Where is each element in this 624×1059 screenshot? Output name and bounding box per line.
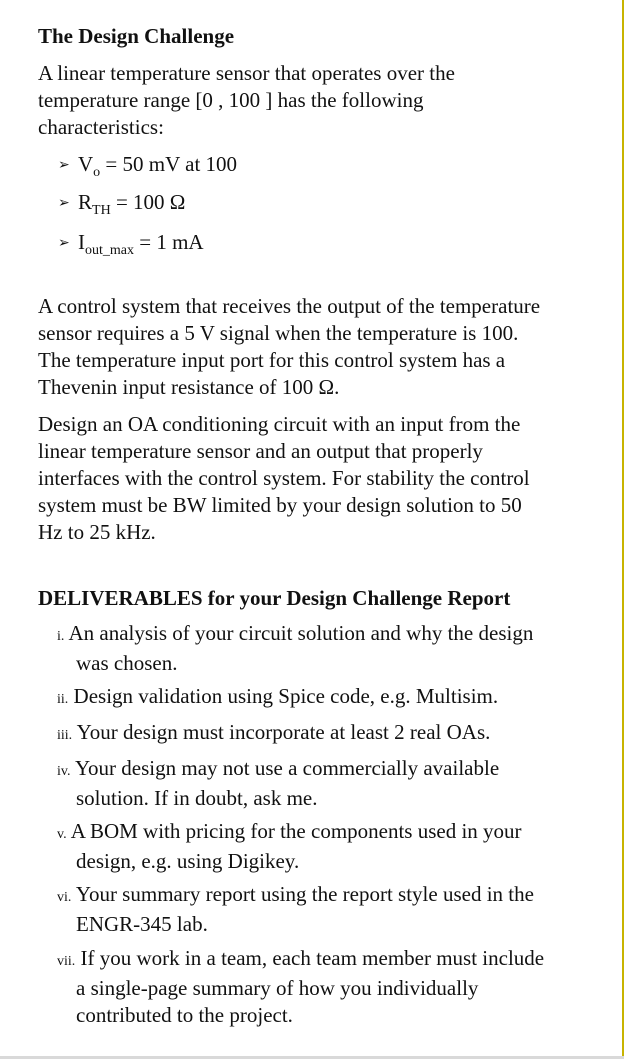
paragraph-line: linear temperature sensor and an output that properly: [38, 439, 483, 463]
characteristic-rth: [58, 188, 185, 217]
deliverable-item: [57, 881, 534, 938]
deliverable-item: [57, 719, 490, 749]
intro-line: temperature range [0 , 100 ] has the following: [38, 88, 424, 112]
arrowhead-bullet-icon: ➢: [58, 157, 70, 173]
deliverable-item: [57, 620, 533, 677]
item-number: vi.: [57, 890, 72, 905]
intro-line: A linear temperature sensor that operates over the: [38, 61, 455, 85]
deliverable-item: [57, 945, 544, 1029]
deliverables-heading: DELIVERABLES for your Design Challenge Report: [38, 586, 511, 610]
item-number: i.: [57, 629, 65, 644]
item-text: An analysis of your circuit solution and why the design: [68, 621, 534, 645]
item-text: A BOM with pricing for the components used in your: [70, 819, 522, 843]
characteristic-symbol: V: [78, 152, 94, 176]
characteristic-symbol: R: [78, 190, 93, 214]
paragraph-line: Design an OA conditioning circuit with an input from the: [38, 412, 521, 436]
characteristic-subscript: out_max: [85, 243, 134, 258]
item-number: iv.: [57, 764, 71, 779]
deliverable-item: [57, 755, 499, 812]
item-text: solution. If in doubt, ask me.: [76, 786, 318, 810]
characteristic-value: = 1 mA: [139, 230, 204, 254]
characteristic-iout: [58, 228, 204, 257]
item-text: Your design must incorporate at least 2 real OAs.: [76, 720, 491, 744]
document-title: The Design Challenge: [38, 24, 235, 48]
item-number: iii.: [57, 728, 73, 743]
characteristic-value: = 50 mV at 100: [105, 152, 238, 176]
item-number: vii.: [57, 954, 76, 969]
characteristic-value: = 100 Ω: [115, 190, 186, 214]
intro-paragraph: [38, 60, 618, 141]
paragraph-line: sensor requires a 5 V signal when the temperature is 100.: [38, 321, 519, 345]
item-text: was chosen.: [76, 651, 178, 675]
control-system-paragraph: [38, 293, 618, 401]
intro-line: characteristics:: [38, 115, 164, 139]
arrowhead-bullet-icon: ➢: [58, 195, 70, 211]
item-text: If you work in a team, each team member must include: [80, 946, 545, 970]
item-text: Your design may not use a commercially available: [74, 756, 500, 780]
item-number: ii.: [57, 692, 69, 707]
paragraph-line: Hz to 25 kHz.: [38, 520, 156, 544]
paragraph-line: interfaces with the control system. For stability the control: [38, 466, 530, 490]
paragraph-line: system must be BW limited by your design solution to 50: [38, 493, 522, 517]
item-number: v.: [57, 827, 67, 842]
paragraph-line: A control system that receives the output of the temperature: [38, 294, 541, 318]
design-paragraph: [38, 411, 618, 546]
arrowhead-bullet-icon: ➢: [58, 235, 70, 251]
characteristic-vo: [58, 150, 237, 179]
item-text: contributed to the project.: [76, 1003, 293, 1027]
item-text: Design validation using Spice code, e.g. Multisim.: [73, 684, 499, 708]
characteristic-subscript: TH: [92, 203, 111, 218]
characteristic-subscript: o: [93, 165, 101, 180]
characteristic-symbol: I: [78, 230, 85, 254]
paragraph-line: Thevenin input resistance of 100 Ω.: [38, 375, 340, 399]
item-text: Your summary report using the report style used in the: [75, 882, 534, 906]
item-text: ENGR-345 lab.: [76, 912, 208, 936]
item-text: design, e.g. using Digikey.: [76, 849, 300, 873]
deliverable-item: [57, 683, 498, 713]
paragraph-line: The temperature input port for this control system has a: [38, 348, 506, 372]
item-text: a single-page summary of how you individually: [76, 976, 479, 1000]
deliverable-item: [57, 818, 522, 875]
